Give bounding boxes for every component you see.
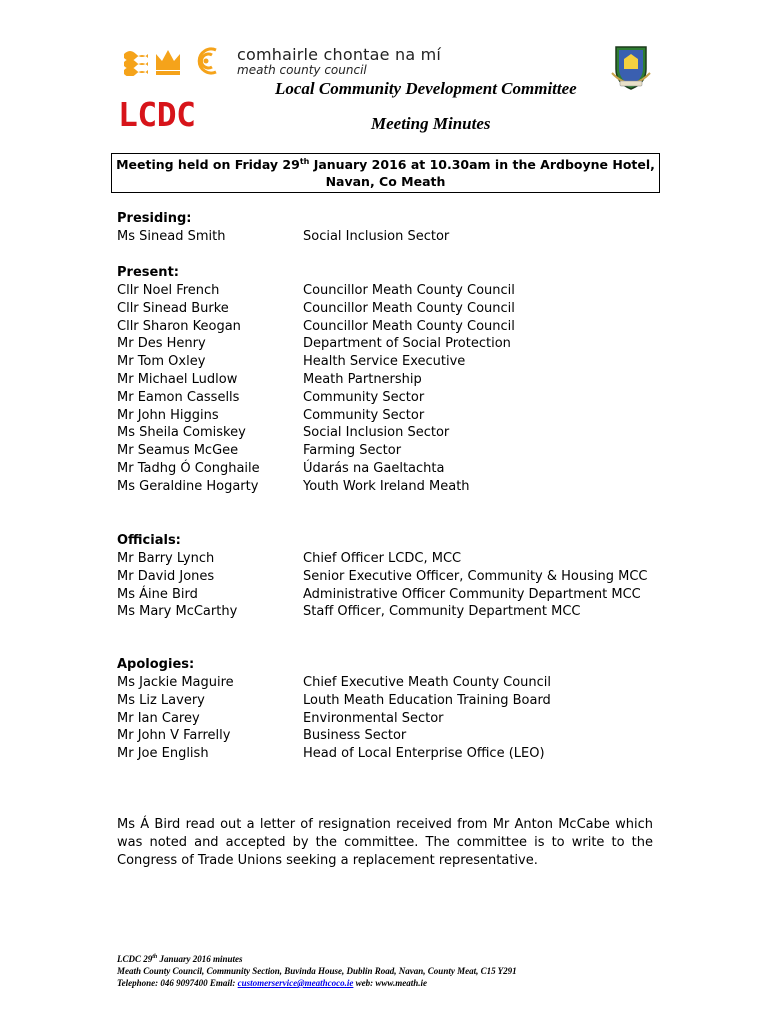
council-name-irish: comhairle chontae na mí — [237, 45, 442, 64]
attendee-name: Mr David Jones — [117, 568, 215, 584]
attendee-name: Mr Eamon Cassells — [117, 389, 240, 405]
attendee-row — [117, 550, 677, 568]
attendee-name: Cllr Sinead Burke — [117, 300, 229, 316]
attendee-row — [117, 460, 677, 478]
attendee-name: Ms Geraldine Hogarty — [117, 478, 259, 494]
attendee-row — [117, 335, 677, 353]
email-link[interactable]: customerservice@meathcoco.ie — [237, 978, 354, 988]
footer-contact: Telephone: 046 9097400 Email: customerservice@meathcoco.ie web: www.meath.ie — [117, 978, 428, 988]
attendee-name: Ms Jackie Maguire — [117, 675, 234, 690]
attendee-row — [117, 371, 677, 389]
attendee-row — [117, 424, 677, 442]
attendee-role: Farming Sector — [303, 443, 402, 459]
attendee-row — [117, 228, 677, 246]
section-heading: Presiding: — [117, 211, 192, 226]
attendee-row — [117, 442, 677, 460]
attendee-row — [117, 603, 677, 621]
county-crest-icon — [608, 43, 654, 91]
attendee-name: Mr Barry Lynch — [117, 551, 215, 566]
attendee-name: Ms Mary McCarthy — [117, 604, 238, 620]
attendee-row — [117, 568, 677, 586]
meeting-info-box — [111, 153, 660, 193]
attendee-role: Community Sector — [303, 389, 425, 405]
present-section — [117, 264, 677, 496]
attendee-role: Louth Meath Education Training Board — [303, 692, 551, 708]
page-footer — [117, 953, 677, 989]
attendee-name: Ms Sheila Comiskey — [117, 425, 246, 441]
attendee-role: Social Inclusion Sector — [303, 425, 450, 441]
attendee-row — [117, 282, 677, 300]
attendee-name: Mr Joe English — [117, 746, 209, 762]
attendee-name: Mr Michael Ludlow — [117, 371, 238, 387]
attendee-name: Mr Des Henry — [117, 336, 206, 352]
attendee-role: Administrative Officer Community Department MCC — [303, 586, 641, 602]
attendee-role: Health Service Executive — [303, 354, 466, 370]
attendee-row — [117, 478, 677, 496]
attendee-role: Údarás na Gaeltachta — [303, 460, 445, 476]
attendee-role: Staff Officer, Community Department MCC — [303, 604, 581, 620]
attendee-name: Mr Tadhg Ó Conghaile — [117, 460, 260, 476]
attendee-name: Cllr Noel French — [117, 283, 220, 298]
attendee-row — [117, 318, 677, 336]
attendee-role: Councillor Meath County Council — [303, 283, 515, 298]
attendee-role: Business Sector — [303, 728, 407, 744]
attendee-role: Community Sector — [303, 407, 425, 423]
attendee-role: Councillor Meath County Council — [303, 300, 515, 316]
attendee-role: Meath Partnership — [303, 371, 422, 387]
attendee-role: Youth Work Ireland Meath — [303, 478, 470, 494]
attendee-row — [117, 389, 677, 407]
attendee-role: Social Inclusion Sector — [303, 229, 450, 244]
attendee-row — [117, 710, 677, 728]
document-title: Local Community Development Committee — [275, 79, 577, 98]
document-subtitle: Meeting Minutes — [371, 114, 491, 133]
attendee-row — [117, 745, 677, 763]
attendee-name: Mr Seamus McGee — [117, 443, 239, 459]
attendee-name: Mr John V Farrelly — [117, 728, 231, 744]
meeting-line-2: Navan, Co Meath — [325, 174, 446, 189]
section-heading: Officials: — [117, 533, 181, 548]
attendee-role: Department of Social Protection — [303, 336, 511, 352]
attendee-row — [117, 692, 677, 710]
officials-section — [117, 532, 677, 621]
attendee-row — [117, 407, 677, 425]
attendee-name: Mr Ian Carey — [117, 710, 200, 726]
presiding-section — [117, 210, 677, 246]
lcdc-acronym: LCDC — [118, 95, 196, 134]
attendee-name: Ms Áine Bird — [117, 586, 198, 602]
attendee-role: Environmental Sector — [303, 710, 444, 726]
section-heading: Apologies: — [117, 657, 195, 672]
attendee-name: Ms Sinead Smith — [117, 229, 226, 244]
attendee-role: Councillor Meath County Council — [303, 318, 515, 334]
attendee-row — [117, 353, 677, 371]
attendee-name: Mr John Higgins — [117, 407, 219, 423]
attendee-name: Ms Liz Lavery — [117, 692, 205, 708]
attendee-row — [117, 727, 677, 745]
attendee-row — [117, 586, 677, 604]
attendee-name: Cllr Sharon Keogan — [117, 318, 241, 334]
attendee-row — [117, 300, 677, 318]
council-logo-icon — [122, 44, 222, 76]
apologies-section — [117, 656, 677, 763]
attendee-role: Chief Executive Meath County Council — [303, 675, 552, 690]
resignation-paragraph: Ms Á Bird read out a letter of resignation received from Mr Anton McCabe which was noted and accepted by the committee. The committee is to write to the Congress of Trade Unions seeking a replacement representative. — [117, 817, 653, 868]
footer-line-1: LCDC 29th January 2016 minutes — [117, 954, 243, 964]
section-heading: Present: — [117, 265, 179, 280]
council-name-english: meath county council — [237, 63, 367, 77]
footer-address: Meath County Council, Community Section, Buvinda House, Dublin Road, Navan, County Meat, C15 Y291 — [117, 966, 517, 976]
attendee-name: Mr Tom Oxley — [117, 354, 206, 370]
meeting-line-1: Meeting held on Friday 29th January 2016 at 10.30am in the Ardboyne Hotel, — [116, 156, 655, 172]
attendee-role: Chief Officer LCDC, MCC — [303, 551, 462, 566]
attendee-row — [117, 674, 677, 692]
attendee-role: Senior Executive Officer, Community & Housing MCC — [303, 568, 648, 584]
attendee-role: Head of Local Enterprise Office (LEO) — [303, 746, 545, 762]
